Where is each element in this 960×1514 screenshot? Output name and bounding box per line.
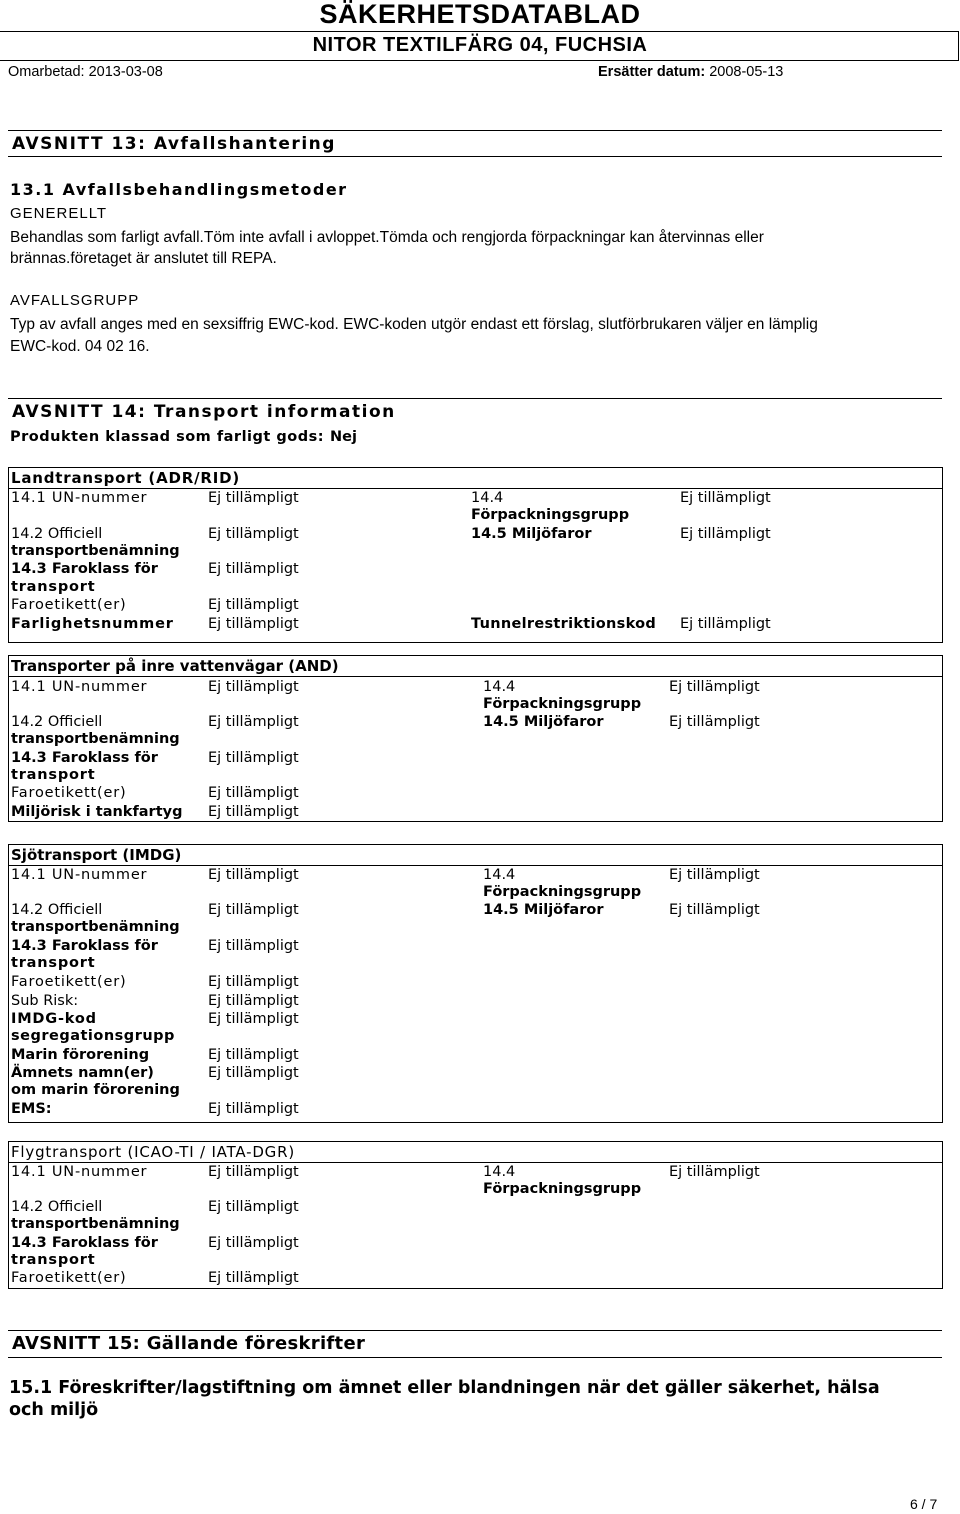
land-hazard-label: Farlighetsnummer: [11, 616, 174, 632]
sea-class-value: Ej tillämpligt: [208, 938, 299, 954]
land-pg-label-1: 14.4: [471, 490, 504, 506]
air-name-label-2: transportbenämning: [11, 1216, 180, 1232]
land-name-value: Ej tillämpligt: [208, 526, 299, 542]
subsection-15-1-title-line-1: 15.1 Föreskrifter/lagstiftning om ämnet eller blandningen när det gäller säkerhet, hälsa: [9, 1378, 880, 1398]
inland-name-value: Ej tillämpligt: [208, 714, 299, 730]
sea-class-label-1: 14.3 Faroklass för: [11, 938, 158, 954]
sea-ems-label: EMS:: [11, 1101, 52, 1117]
land-pg-label-2: Förpackningsgrupp: [471, 507, 630, 523]
air-class-value: Ej tillämpligt: [208, 1235, 299, 1251]
dangerous-goods-label: Produkten klassad som farligt gods:: [10, 429, 325, 445]
dangerous-goods-value: Nej: [330, 429, 357, 445]
sea-class-label-2: transport: [11, 955, 96, 971]
sea-un-label: 14.1 UN-nummer: [11, 867, 148, 883]
air-un-label: 14.1 UN-nummer: [11, 1164, 148, 1180]
land-labels-label: Faroetikett(er): [11, 597, 127, 613]
inland-class-value: Ej tillämpligt: [208, 750, 299, 766]
land-hazard-value: Ej tillämpligt: [208, 616, 299, 632]
sea-pg-label-2: Förpackningsgrupp: [483, 884, 642, 900]
land-transport-title: Landtransport (ADR/RID): [11, 469, 241, 487]
section-15-bottom-rule: [8, 1357, 942, 1358]
replaces-info: [598, 64, 783, 80]
air-pg-label-2: Förpackningsgrupp: [483, 1181, 642, 1197]
inland-env-value: Ej tillämpligt: [669, 714, 760, 730]
sea-transport-title: Sjötransport (IMDG): [11, 846, 182, 864]
air-class-label-1: 14.3 Faroklass för: [11, 1235, 158, 1251]
replaces-date: 2008-05-13: [709, 64, 784, 80]
waste-group-label: AVFALLSGRUPP: [10, 292, 140, 309]
land-un-label: 14.1 UN-nummer: [11, 490, 148, 506]
land-class-label-2: transport: [11, 579, 96, 595]
air-pg-label-1: 14.4: [483, 1164, 516, 1180]
section-13-top-rule: [8, 130, 942, 131]
sea-name-value: Ej tillämpligt: [208, 902, 299, 918]
air-pg-value: Ej tillämpligt: [669, 1164, 760, 1180]
land-class-value: Ej tillämpligt: [208, 561, 299, 577]
document-title: SÄKERHETSDATABLAD: [319, 0, 641, 29]
sea-env-label: 14.5 Miljöfaror: [483, 902, 604, 918]
sea-subrisk-label: Sub Risk:: [11, 993, 79, 1009]
sea-un-value: Ej tillämpligt: [208, 867, 299, 883]
subsection-13-1-title: 13.1 Avfallsbehandlingsmetoder: [10, 180, 348, 199]
sea-pg-label-1: 14.4: [483, 867, 516, 883]
inland-pg-label-1: 14.4: [483, 679, 516, 695]
revised-info: [8, 64, 163, 80]
general-label: GENERELLT: [10, 205, 108, 222]
inland-labels-label: Faroetikett(er): [11, 785, 127, 801]
inland-labels-value: Ej tillämpligt: [208, 785, 299, 801]
inland-transport-header-rule: [8, 676, 943, 677]
subsection-15-1-title-line-2: och miljö: [9, 1400, 99, 1420]
air-name-label-1: 14.2 Officiell: [11, 1199, 103, 1215]
land-tunnel-value: Ej tillämpligt: [680, 616, 771, 632]
section-15-top-rule: [8, 1330, 942, 1331]
section-14-title: AVSNITT 14: Transport information: [12, 402, 396, 422]
land-env-label: 14.5 Miljöfaror: [471, 526, 592, 542]
land-un-value: Ej tillämpligt: [208, 490, 299, 506]
sea-marine-label: Marin förorening: [11, 1047, 150, 1063]
air-class-label-2: transport: [11, 1252, 96, 1268]
inland-un-label: 14.1 UN-nummer: [11, 679, 148, 695]
sea-name-label-2: transportbenämning: [11, 919, 180, 935]
sea-labels-label: Faroetikett(er): [11, 974, 127, 990]
sea-substance-label-2: om marin förorening: [11, 1082, 180, 1098]
land-class-label-1: 14.3 Faroklass för: [11, 561, 158, 577]
air-transport-header-rule: [8, 1162, 943, 1163]
sea-seg-value: Ej tillämpligt: [208, 1011, 299, 1027]
sea-transport-header-rule: [8, 865, 943, 866]
land-name-label-1: 14.2 Officiell: [11, 526, 103, 542]
land-tunnel-label: Tunnelrestriktionskod: [471, 616, 657, 632]
revised-date: 2013-03-08: [88, 64, 163, 80]
air-labels-value: Ej tillämpligt: [208, 1270, 299, 1286]
inland-transport-title: Transporter på inre vattenvägar (AND): [11, 657, 339, 675]
product-name: NITOR TEXTILFÄRG 04, FUCHSIA: [312, 34, 648, 56]
sea-labels-value: Ej tillämpligt: [208, 974, 299, 990]
section-14-top-rule: [8, 398, 942, 399]
air-transport-table: [8, 1141, 943, 1289]
general-text-line-1: Behandlas som farligt avfall.Töm inte avfall i avloppet.Tömda och rengjorda förpackningar kan återvinnas eller: [10, 229, 764, 246]
sea-substance-value: Ej tillämpligt: [208, 1065, 299, 1081]
sea-pg-value: Ej tillämpligt: [669, 867, 760, 883]
land-name-label-2: transportbenämning: [11, 543, 180, 559]
waste-text-line-1: Typ av avfall anges med en sexsiffrig EWC-kod. EWC-koden utgör endast ett förslag, slutförbrukaren väljer en lämplig: [10, 316, 818, 333]
sea-name-label-1: 14.2 Officiell: [11, 902, 103, 918]
section-13-bottom-rule: [8, 156, 942, 157]
sea-seg-label-1: IMDG-kod: [11, 1011, 97, 1027]
inland-env-label: 14.5 Miljöfaror: [483, 714, 604, 730]
waste-text-line-2: EWC-kod. 04 02 16.: [10, 338, 150, 355]
inland-un-value: Ej tillämpligt: [208, 679, 299, 695]
inland-pg-value: Ej tillämpligt: [669, 679, 760, 695]
page-number: 6 / 7: [910, 1496, 938, 1512]
inland-name-label-1: 14.2 Officiell: [11, 714, 103, 730]
inland-pg-label-2: Förpackningsgrupp: [483, 696, 642, 712]
inland-name-label-2: transportbenämning: [11, 731, 180, 747]
air-un-value: Ej tillämpligt: [208, 1164, 299, 1180]
inland-class-label-1: 14.3 Faroklass för: [11, 750, 158, 766]
sea-env-value: Ej tillämpligt: [669, 902, 760, 918]
revised-label: Omarbetad:: [8, 64, 85, 80]
sea-marine-value: Ej tillämpligt: [208, 1047, 299, 1063]
replaces-label: Ersätter datum:: [598, 64, 706, 80]
section-15-title: AVSNITT 15: Gällande föreskrifter: [12, 1333, 366, 1354]
inland-tanker-value: Ej tillämpligt: [208, 804, 299, 820]
inland-tanker-label: Miljörisk i tankfartyg: [11, 804, 183, 820]
section-13-title: AVSNITT 13: Avfallshantering: [12, 134, 336, 154]
sea-subrisk-value: Ej tillämpligt: [208, 993, 299, 1009]
land-pg-value: Ej tillämpligt: [680, 490, 771, 506]
sea-substance-label-1: Ämnets namn(er): [11, 1065, 154, 1081]
sea-ems-value: Ej tillämpligt: [208, 1101, 299, 1117]
land-labels-value: Ej tillämpligt: [208, 597, 299, 613]
air-labels-label: Faroetikett(er): [11, 1270, 127, 1286]
general-text-line-2: brännas.företaget är anslutet till REPA.: [10, 250, 277, 267]
inland-class-label-2: transport: [11, 767, 96, 783]
air-transport-title: Flygtransport (ICAO-TI / IATA-DGR): [11, 1143, 295, 1161]
land-env-value: Ej tillämpligt: [680, 526, 771, 542]
land-transport-header-rule: [8, 488, 943, 489]
air-name-value: Ej tillämpligt: [208, 1199, 299, 1215]
sea-seg-label-2: segregationsgrupp: [11, 1028, 175, 1044]
